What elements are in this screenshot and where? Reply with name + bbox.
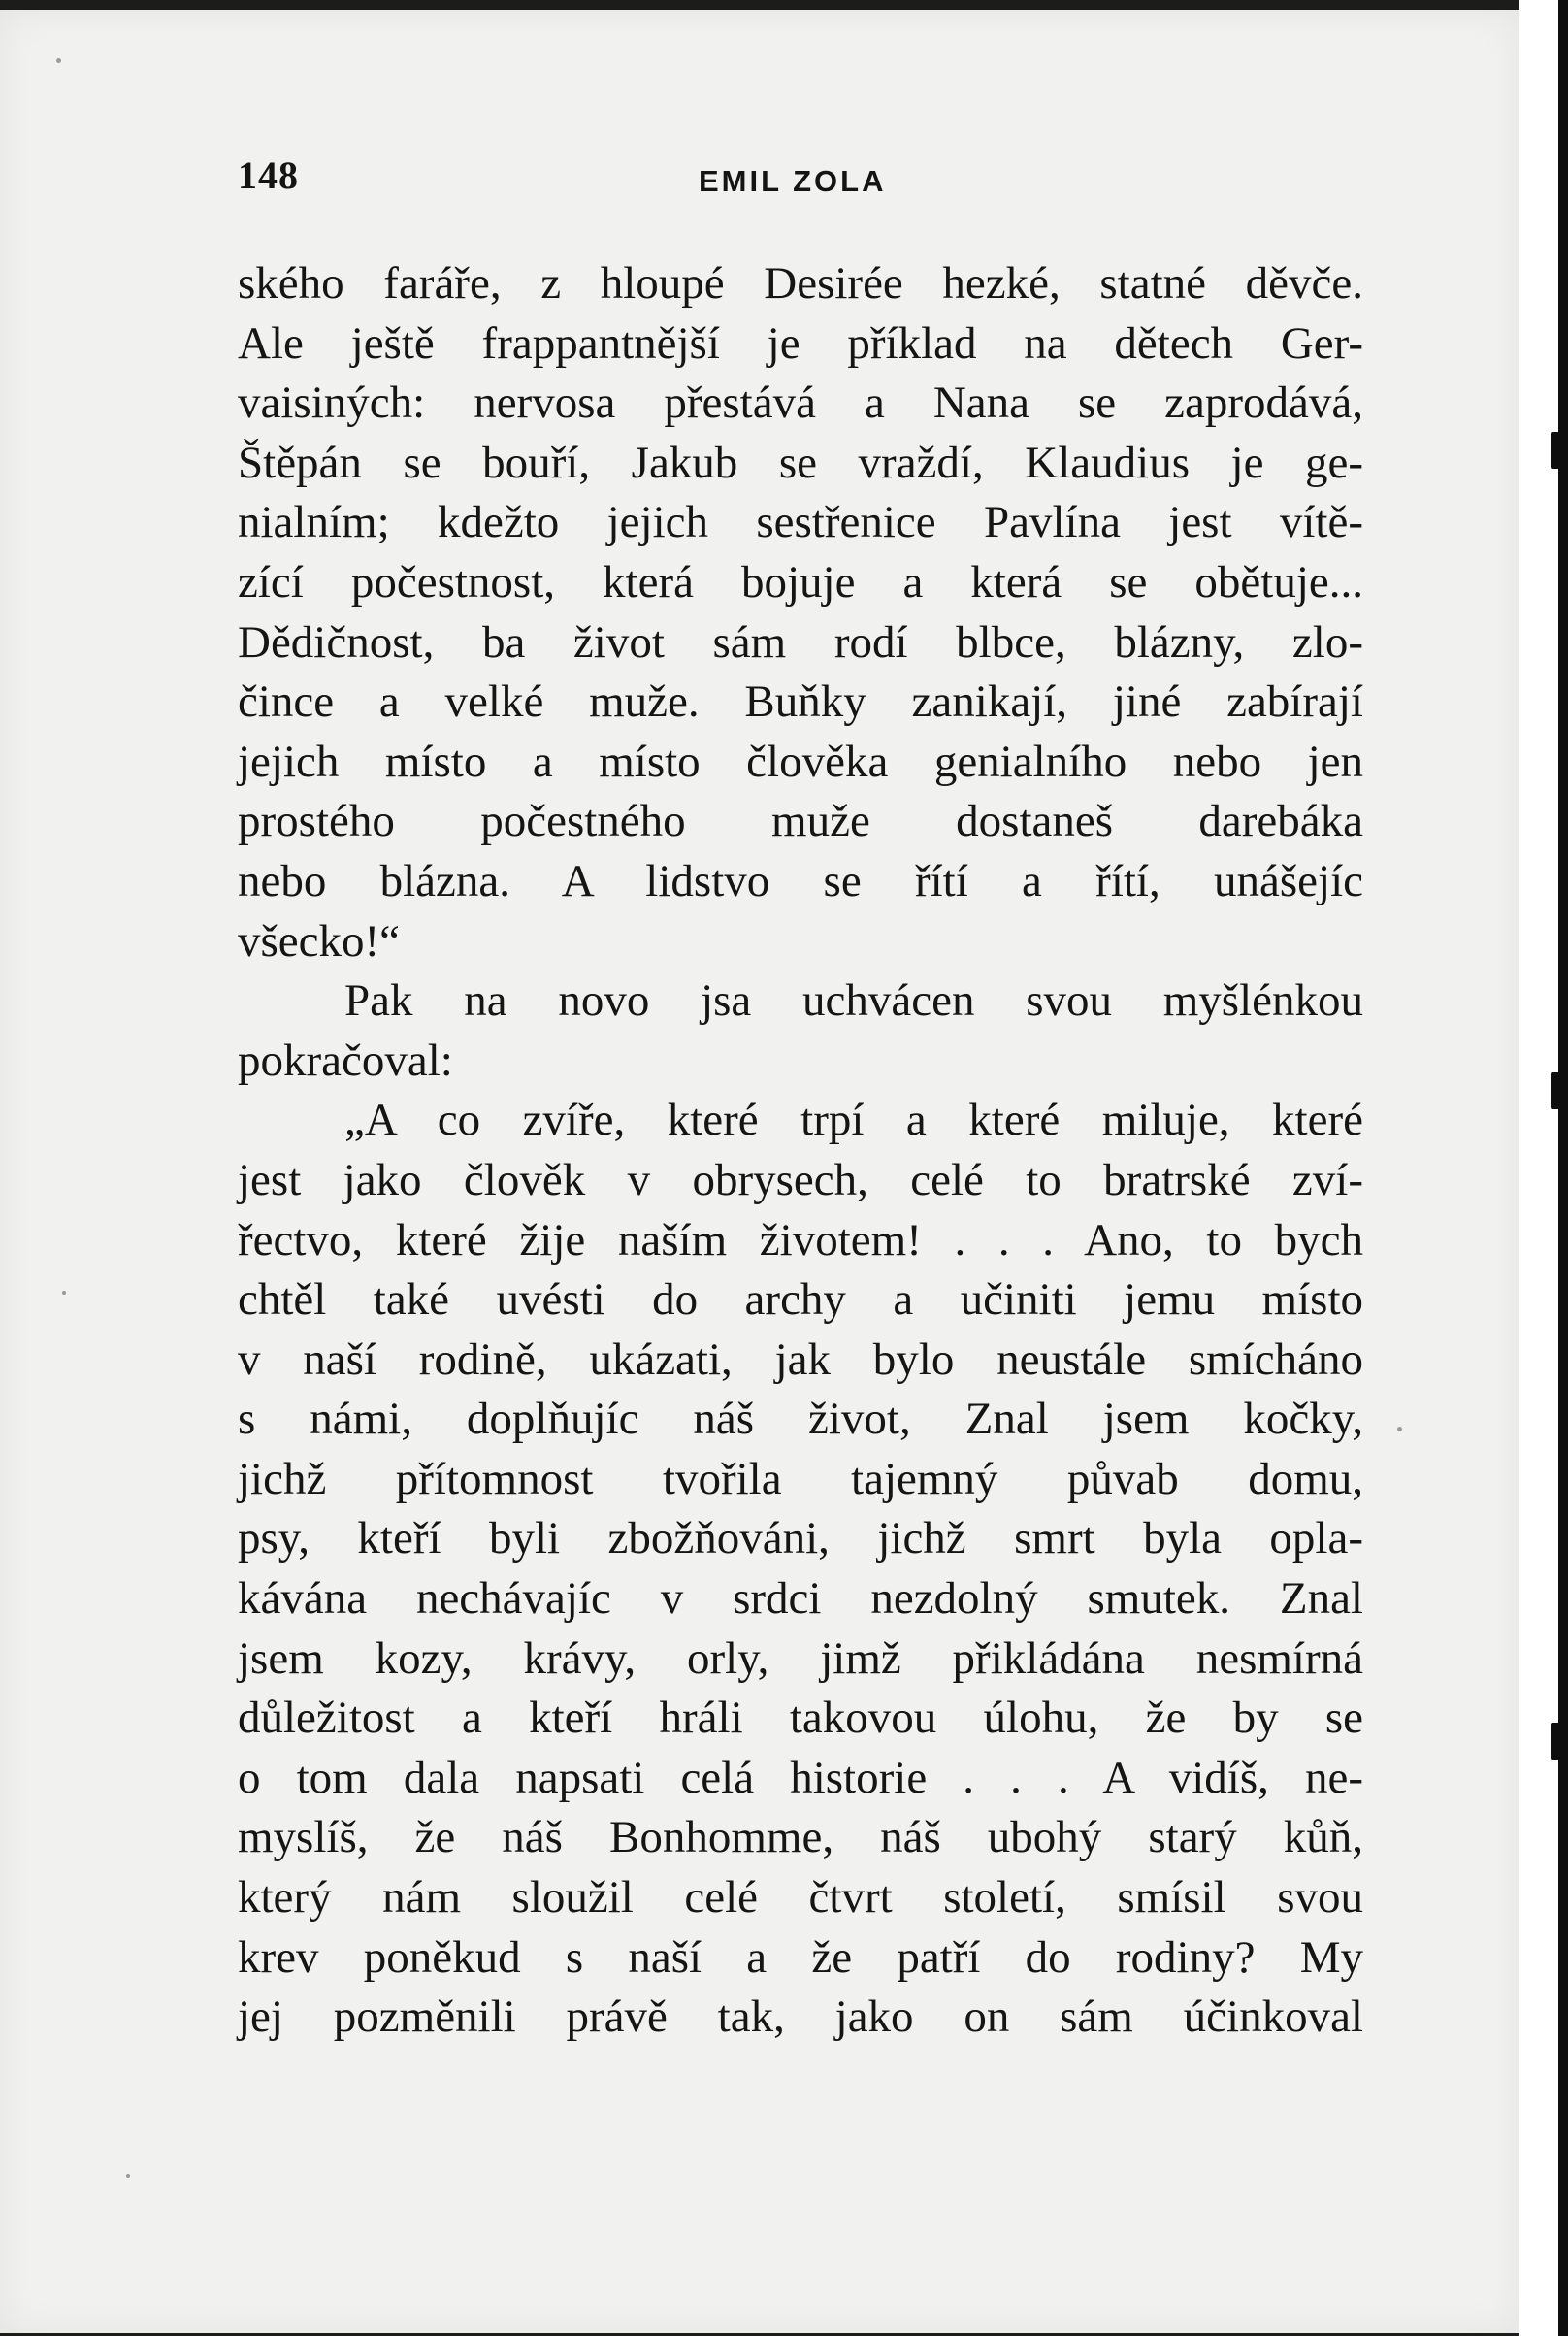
paper-speck [56, 58, 61, 63]
text-line: jejich místo a místo člověka genialního nebo jen [238, 736, 1363, 787]
text-line: řectvo, které žije naším životem! . . . Ano, to bych [238, 1214, 1363, 1266]
page-header [238, 152, 1363, 201]
text-line: nialním; kdežto jejich sestřenice Pavlína jest vítě- [238, 497, 1363, 548]
text-line: vaisiných: nervosa přestává a Nana se zaprodává, [238, 378, 1363, 429]
paper-speck [1397, 1427, 1402, 1431]
text-line: o tom dala napsati celá historie . . . A vidíš, ne- [238, 1752, 1363, 1803]
text-line: kávána nechávajíc v srdci nezdolný smutek. Znal [238, 1573, 1363, 1625]
text-line: jsem kozy, krávy, orly, jimž přikládána nesmírná [238, 1632, 1363, 1684]
text-line: „A co zvíře, které trpí a které miluje, které [344, 1095, 1363, 1146]
text-line: krev poněkud s naší a že patří do rodiny? My [238, 1931, 1363, 1983]
text-line: který nám sloužil celé čtvrt století, smísil svou [238, 1872, 1363, 1924]
text-line: Pak na novo jsa uchvácen svou myšlénkou [344, 975, 1363, 1027]
text-line: všecko!“ [238, 915, 401, 967]
text-line: Dědičnost, ba život sám rodí blbce, blázny, zlo- [238, 616, 1363, 668]
text-line: ského faráře, z hloupé Desirée hezké, statné děvče. [238, 258, 1363, 309]
text-line: čince a velké muže. Buňky zanikají, jiné zabírají [238, 676, 1363, 728]
text-line: nebo blázna. A lidstvo se řítí a řítí, unášejíc [238, 855, 1363, 906]
edge-mark [1551, 1723, 1564, 1760]
text-line: zící počestnost, která bojuje a která se obětuje... [238, 556, 1363, 608]
text-line: psy, kteří byli zbožňováni, jichž smrt byla opla- [238, 1513, 1363, 1564]
paper-speck [126, 2174, 130, 2178]
page-number: 148 [238, 153, 299, 197]
text-line: v naší rodině, ukázati, jak bylo neustále smícháno [238, 1333, 1363, 1385]
text-line: myslíš, že náš Bonhomme, náš ubohý starý kůň, [238, 1812, 1363, 1863]
text-line: pokračoval: [238, 1035, 453, 1086]
text-line: prostého počestného muže dostaneš darebáka [238, 796, 1363, 847]
text-line: Ale ještě frappantnější je příklad na dětech Ger- [238, 317, 1363, 369]
running-head: EMIL ZOLA [699, 164, 887, 198]
edge-mark [1551, 1072, 1564, 1109]
text-line: jest jako člověk v obrysech, celé to bratrské zví- [238, 1154, 1363, 1205]
text-line: jichž přítomnost tvořila tajemný půvab domu, [238, 1453, 1363, 1504]
text-line: chtěl také uvésti do archy a učiniti jemu místo [238, 1274, 1363, 1326]
edge-mark [1551, 432, 1564, 469]
text-line: Štěpán se bouří, Jakub se vraždí, Klaudius je ge- [238, 437, 1363, 488]
body-text [238, 254, 1363, 2048]
text-line: jej pozměnili právě tak, jako on sám účinkoval [238, 1991, 1363, 2043]
binding-edge [1558, 0, 1568, 2336]
text-line: důležitost a kteří hráli takovou úlohu, že by se [238, 1693, 1363, 1744]
text-line: s námi, doplňujíc náš život, Znal jsem kočky, [238, 1394, 1363, 1445]
paper-speck [62, 1291, 66, 1295]
